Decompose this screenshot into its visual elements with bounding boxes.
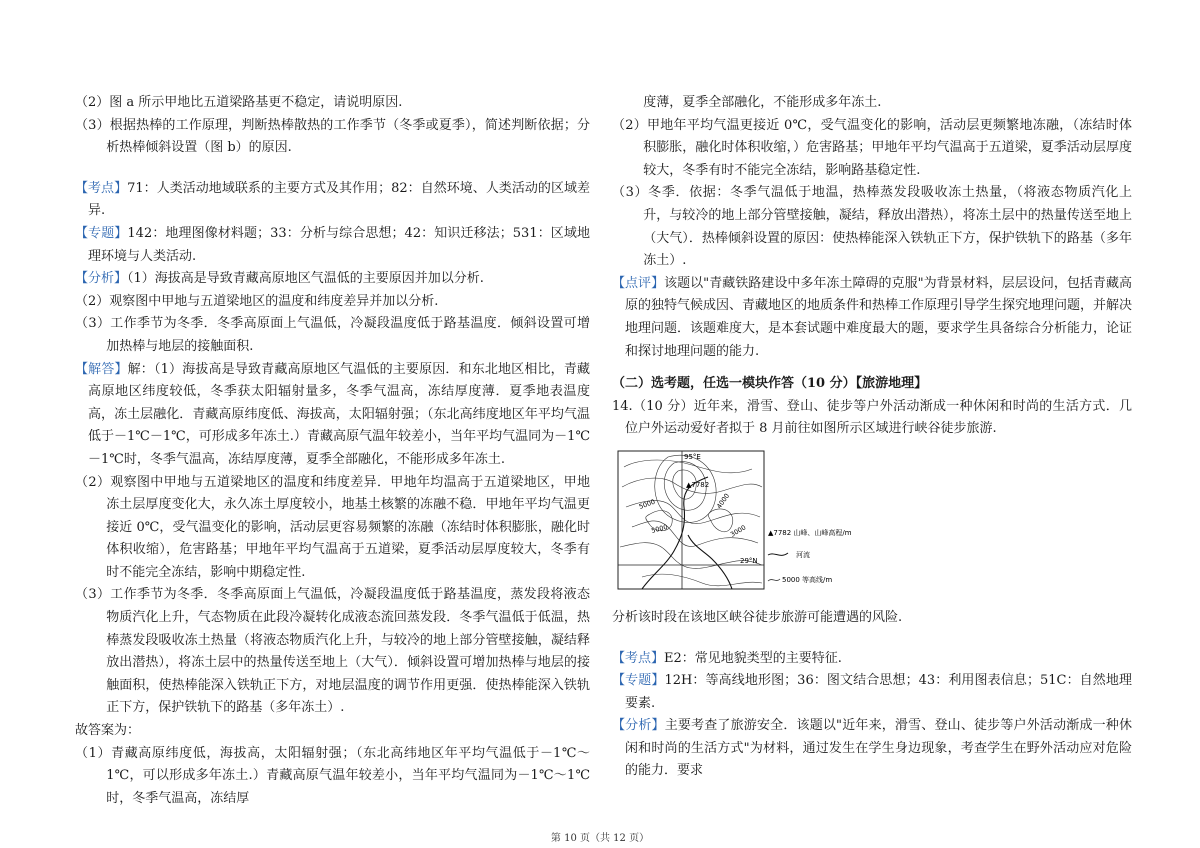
zhuanti-tag: 【专题】 [75,225,128,241]
contour-label-4000: 4000 [715,491,732,511]
kaodian-line [75,178,590,223]
fenxi-text-3: （3）工作季节为冬季．冬季高原面上气温低，冷凝段温度低于路基温度．倾斜设置可增加热棒与地层的接触面积. [75,316,590,354]
right-column [612,92,1132,783]
answer-1-continued: 度薄，夏季全部融化，不能形成多年冻土. [643,95,882,110]
answer-1: （1）青藏高原纬度低，海拔高，太阳辐射强；（东北高纬地区年平均气温低于－1℃～1℃，可以形成多年冻土.）青藏高原气温年较差小，当年平均气温同为－1℃～1℃时，冬季气温高，冻结厚 [75,745,590,806]
legend-contour-symbol [768,579,780,581]
zhuanti-text-2: 12H：等高线地形图；36：图文结合思想；43：利用图表信息；51C：自然地理要素. [625,673,1132,711]
legend-river: 河流 [796,550,810,559]
legend-river-symbol [768,553,788,555]
fenxi-text-1: （1）海拔高是导致青藏高原地区气温低的主要原因并加以分析. [127,271,484,287]
answer-intro: 故答案为： [75,723,141,739]
dianping-tag: 【点评】 [612,275,665,291]
kaodian-text: 71：人类活动地域联系的主要方式及其作用；82：自然环境、人类活动的区域差异. [88,180,590,219]
contour-map [612,447,942,595]
kaodian-tag-2: 【考点】 [612,650,665,666]
contour-label-5000-b: 5000 [650,522,669,535]
question-2: （2）图 a 所示甲地比五道梁路基更不稳定，请说明原因. [75,95,403,110]
page-footer: 第 10 页（共 12 页） [550,833,650,844]
contour-label-3000: 3000 [729,523,748,539]
jieda-text-1: 解：（1）海拔高是导致青藏高原地区气温低的主要原因．和东北地区相比，青藏高原地区纬度较低，冬季获太阳辐射量多，冬季气温高，冻结厚度薄．夏季地表温度高，冻土层融化．青藏高原纬度低、海拔高，太阳辐射强；（东北高纬度地区年平均气温低于－1℃－1℃，可形成多年冻土.）青藏高原气温年较差小，当年平均气温同为－1℃－1℃时，冬季气温高，冻结厚度薄，夏季全部融化，不能形成多年冻土. [88,361,590,467]
contour-label-5000-a: 5000 [637,497,657,511]
jieda-text-2: （2）观察图中甲地与五道梁地区的温度和纬度差异．甲地年均温高于五道梁地区，甲地冻土层厚度变化大，永久冻土厚度较小，地基土核繁的冻融不稳．甲地年平均气温更接近 0℃，受气温变化的影响，活动层更容易频繁的冻融（冻结时体积膨胀，融化时体积收缩），危害路基；甲地年平均气温高于五道梁，夏季活动层厚度较大，冬季有时不能完全冻结，影响中期稳定性. [75,474,590,580]
section-title: （二）选考题，任选一模块作答（10 分）【旅游地理】 [612,376,928,392]
fenxi-text-right: 主要考查了旅游安全．该题以"近年来，滑雪、登山、徒步等户外活动渐成一种休闲和时尚的生活方式"为材料，通过发生在学生身边现象，考查学生在野外活动应对危险的能力．要求 [625,718,1132,779]
legend-peak: ▲7782 山峰、山峰高程/m [768,528,852,537]
peak-label: ▲7782 [686,480,710,489]
jieda-line [75,359,590,472]
dianping-text: 该题以"青藏铁路建设中多年冻土障碍的克服"为背景材料，层层设问，包括青藏高原的独特气候成因、青藏地区的地质条件和热棒工作原理引导学生探究地理问题，并解决地理问题．该题难度大，是本套试题中难度最大的题，要求学生具备综合分析能力，论证和探讨地理问题的能力. [625,275,1133,359]
contour-map-figure [612,447,1132,599]
kaodian-tag: 【考点】 [75,180,128,196]
question-14: 14.（10 分）近年来，滑雪、登山、徒步等户外活动渐成一种休闲和时尚的生活方式．几位户外运动爱好者拟于 8 月前往如图所示区域进行峡谷徒步旅游. [612,398,1132,437]
fenxi-tag: 【分析】 [75,271,128,287]
dianping-line [612,273,1132,363]
zhuanti-tag-2: 【专题】 [612,673,665,689]
kaodian-text-2: E2：常见地貌类型的主要特征. [664,650,842,666]
fenxi-line-2 [612,715,1132,783]
question-3: （3）根据热棒的工作原理，判断热棒散热的工作季节（冬季或夏季），简述判断依据；分析热棒倾斜设置（图 b）的原因. [75,117,590,156]
left-column [75,92,590,810]
zhuanti-text: 142：地理图像材料题；33：分析与综合思想；42：知识迁移法；531：区域地理环境与人类活动. [88,225,590,264]
jieda-tag: 【解答】 [75,361,128,377]
legend-contour: 5000 等高线/m [782,575,833,584]
latitude-label: 29°N [740,556,758,565]
kaodian-line-2 [612,648,1132,671]
jieda-text-3: （3）工作季节为冬季．冬季高原面上气温低，冷凝段温度低于路基温度，蒸发段将液态物质汽化上升，气态物质在此段冷凝转化成液态流回蒸发段．冬季气温低于低温，热棒蒸发段吸收冻土热量（将液态物质汽化上升，与较冷的地上部分管壁接触，凝结释放出潜热），将冻土层中的热量传送至地上（大气）．倾斜设置可增加热棒与地层的接触面积，使热棒能深入铁轨正下方，对地层温度的调节作用更强．使热棒能深入铁轨正下方，保护铁轨下的路基（多年冻土）. [75,587,590,716]
question-14-ask: 分析该时段在该地区峡谷徒步旅游可能遭遇的风险. [612,609,903,625]
fenxi-text-2: （2）观察图中甲地与五道梁地区的温度和纬度差异并加以分析. [75,293,439,309]
zhuanti-line-2 [612,670,1132,715]
longitude-label: 95°E [684,452,701,461]
fenxi-tag-2: 【分析】 [612,718,665,734]
fenxi-line [75,268,590,291]
answer-2: （2）甲地年平均气温更接近 0℃，受气温变化的影响，活动层更频繁地冻融，（冻结时体积膨胀，融化时体积收缩，）危害路基；甲地年平均气温高于五道梁，夏季活动层厚度较大，冬季有时不能完全冻结，影响路基稳定性. [612,117,1132,178]
answer-3: （3）冬季．依据：冬季气温低于地温，热棒蒸发段吸收冻土热量，（将液态物质汽化上升，与较冷的地上部分管壁接触，凝结，释放出潜热），将冻土层中的热量传送至地上（大气）．热棒倾斜设置的原因：使热棒能深入铁轨正下方，保护铁轨下的路基（多年冻土）. [612,185,1132,269]
zhuanti-line [75,223,590,268]
